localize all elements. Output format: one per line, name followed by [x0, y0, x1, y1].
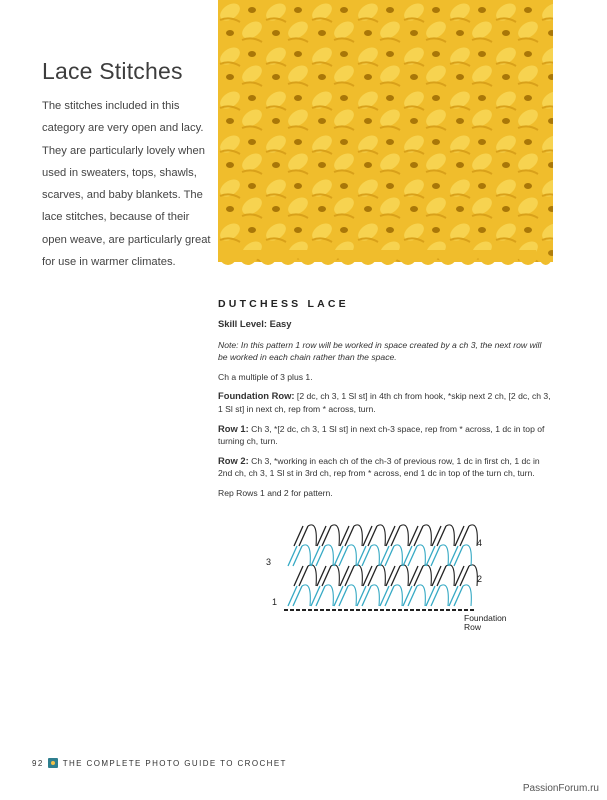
- chain-3-loop: [400, 565, 408, 586]
- lace-stitch-swatch-photo: [218, 0, 553, 272]
- double-crochet-stitch: [311, 586, 320, 606]
- pattern-note: Note: In this pattern 1 row will be worked in space created by a ch 3, the next row will be worked in each chain rather than the space.: [218, 339, 542, 363]
- chain-3-loop: [354, 565, 362, 586]
- double-crochet-stitch: [345, 566, 354, 586]
- double-crochet-stitch: [380, 546, 389, 566]
- double-crochet-stitch: [299, 526, 308, 546]
- chain-3-loop: [394, 545, 402, 566]
- double-crochet-stitch: [414, 526, 423, 546]
- chain-3-loop: [463, 545, 471, 566]
- double-crochet-stitch: [385, 586, 394, 606]
- row-number-4: 4: [477, 538, 483, 548]
- double-crochet-stitch: [368, 526, 377, 546]
- chain-3-loop: [371, 545, 379, 566]
- double-crochet-stitch: [293, 546, 302, 566]
- skill-level: Skill Level: Easy: [218, 318, 292, 329]
- double-crochet-stitch: [362, 586, 371, 606]
- row-number-2: 2: [477, 574, 483, 584]
- double-crochet-stitch: [449, 586, 458, 606]
- double-crochet-stitch: [288, 546, 297, 566]
- row-number-1: 1: [272, 597, 278, 607]
- foundation-row-instruction: [218, 390, 553, 415]
- double-crochet-stitch: [403, 586, 412, 606]
- double-crochet-stitch: [391, 526, 400, 546]
- chain-3-loop: [423, 525, 431, 546]
- double-crochet-stitch: [409, 566, 418, 586]
- double-crochet-stitch: [294, 566, 303, 586]
- chain-3-loop: [417, 585, 425, 606]
- chain-3-loop: [308, 565, 316, 586]
- double-crochet-stitch: [293, 586, 302, 606]
- chain-3-loop: [423, 565, 431, 586]
- row-label: Foundation Row:: [218, 390, 295, 402]
- chain-3-loop: [400, 525, 408, 546]
- double-crochet-stitch: [431, 546, 440, 566]
- double-crochet-stitch: [345, 526, 354, 546]
- double-crochet-stitch: [317, 566, 326, 586]
- chain-3-loop: [302, 545, 310, 566]
- foundation-label-row: Row: [464, 622, 482, 632]
- book-title: THE COMPLETE PHOTO GUIDE TO CROCHET: [62, 758, 287, 768]
- double-crochet-stitch: [408, 546, 417, 566]
- double-crochet-stitch: [322, 526, 331, 546]
- stitch-diagram: [262, 510, 522, 640]
- chain-3-loop: [308, 525, 316, 546]
- chain-3-loop: [440, 545, 448, 566]
- row-label: Row 2:: [218, 454, 249, 466]
- page-number: 92: [32, 758, 44, 768]
- chain-3-loop: [440, 585, 448, 606]
- double-crochet-stitch: [340, 526, 349, 546]
- double-crochet-stitch: [299, 566, 308, 586]
- row-text: Ch 3, *working in each ch of the ch-3 of previous row, 1 dc in first ch, 1 dc in 2nd ch, ch 3, 1 Sl st in 3rd ch, rep from * across, end 1 dc in top of the turn ch, turn.: [218, 455, 540, 479]
- double-crochet-stitch: [322, 566, 331, 586]
- double-crochet-stitch: [339, 546, 348, 566]
- chain-3-loop: [377, 565, 385, 586]
- row-text: Ch 3, *[2 dc, ch 3, 1 Sl st] in next ch-3 space, rep from * across, 1 dc in top of turning ch, turn.: [218, 423, 545, 447]
- chain-3-loop: [394, 585, 402, 606]
- book-logo-icon: [48, 758, 58, 768]
- double-crochet-stitch: [362, 546, 371, 566]
- double-crochet-stitch: [460, 566, 469, 586]
- double-crochet-stitch: [385, 546, 394, 566]
- double-crochet-stitch: [357, 546, 366, 566]
- double-crochet-stitch: [386, 526, 395, 546]
- row-1-instruction: [218, 423, 553, 448]
- double-crochet-stitch: [334, 586, 343, 606]
- double-crochet-stitch: [391, 566, 400, 586]
- repeat-instruction: Rep Rows 1 and 2 for pattern.: [218, 487, 333, 498]
- double-crochet-stitch: [432, 566, 441, 586]
- double-crochet-stitch: [408, 586, 417, 606]
- double-crochet-stitch: [454, 546, 463, 566]
- chain-3-loop: [331, 565, 339, 586]
- double-crochet-stitch: [380, 586, 389, 606]
- double-crochet-stitch: [460, 526, 469, 546]
- double-crochet-stitch: [316, 546, 325, 566]
- double-crochet-stitch: [454, 586, 463, 606]
- page-footer: [32, 758, 287, 768]
- pattern-instructions: [218, 318, 553, 507]
- double-crochet-stitch: [368, 566, 377, 586]
- double-crochet-stitch: [288, 586, 297, 606]
- chain-3-loop: [377, 525, 385, 546]
- section-intro: The stitches included in this category are very open and lacy. They are particularly lovely when used in sweaters, tops, shawls, scarves, and baby blankets. The lace stitches, because of their open weave, are particularly great for use in warmer climates.: [42, 100, 211, 269]
- double-crochet-stitch: [409, 526, 418, 546]
- double-crochet-stitch: [449, 546, 458, 566]
- chain-3-loop: [371, 585, 379, 606]
- chain-3-loop: [325, 585, 333, 606]
- double-crochet-stitch: [403, 546, 412, 566]
- chain-3-loop: [446, 565, 454, 586]
- pattern-name: DUTCHESS LACE: [218, 298, 349, 310]
- row-text: [2 dc, ch 3, 1 Sl st] in 4th ch from hook, *skip next 2 ch, [2 dc, ch 3, 1 Sl st] in next ch, rep from * across, turn.: [218, 391, 551, 414]
- double-crochet-stitch: [334, 546, 343, 566]
- row-label: Row 1:: [218, 422, 249, 434]
- double-crochet-stitch: [455, 566, 464, 586]
- double-crochet-stitch: [432, 526, 441, 546]
- chain-multiple: Ch a multiple of 3 plus 1.: [218, 371, 313, 382]
- double-crochet-stitch: [357, 586, 366, 606]
- double-crochet-stitch: [426, 586, 435, 606]
- double-crochet-stitch: [386, 566, 395, 586]
- chain-3-loop: [463, 585, 471, 606]
- watermark: PassionForum.ru: [522, 783, 599, 794]
- chain-3-loop: [348, 585, 356, 606]
- double-crochet-stitch: [363, 566, 372, 586]
- double-crochet-stitch: [317, 526, 326, 546]
- section-title: Lace Stitches: [42, 58, 183, 84]
- double-crochet-stitch: [414, 566, 423, 586]
- double-crochet-stitch: [437, 526, 446, 546]
- chain-3-loop: [325, 545, 333, 566]
- chain-3-loop: [354, 525, 362, 546]
- double-crochet-stitch: [426, 546, 435, 566]
- double-crochet-stitch: [363, 526, 372, 546]
- double-crochet-stitch: [294, 526, 303, 546]
- double-crochet-stitch: [316, 586, 325, 606]
- double-crochet-stitch: [339, 586, 348, 606]
- foundation-label: Foundation: [464, 613, 507, 623]
- chain-3-loop: [348, 545, 356, 566]
- chain-3-loop: [302, 585, 310, 606]
- double-crochet-stitch: [437, 566, 446, 586]
- double-crochet-stitch: [340, 566, 349, 586]
- double-crochet-stitch: [455, 526, 464, 546]
- row-number-3: 3: [266, 557, 272, 567]
- double-crochet-stitch: [311, 546, 320, 566]
- chain-3-loop: [417, 545, 425, 566]
- row-2-instruction: [218, 455, 553, 480]
- chain-3-loop: [331, 525, 339, 546]
- double-crochet-stitch: [431, 586, 440, 606]
- chain-3-loop: [446, 525, 454, 546]
